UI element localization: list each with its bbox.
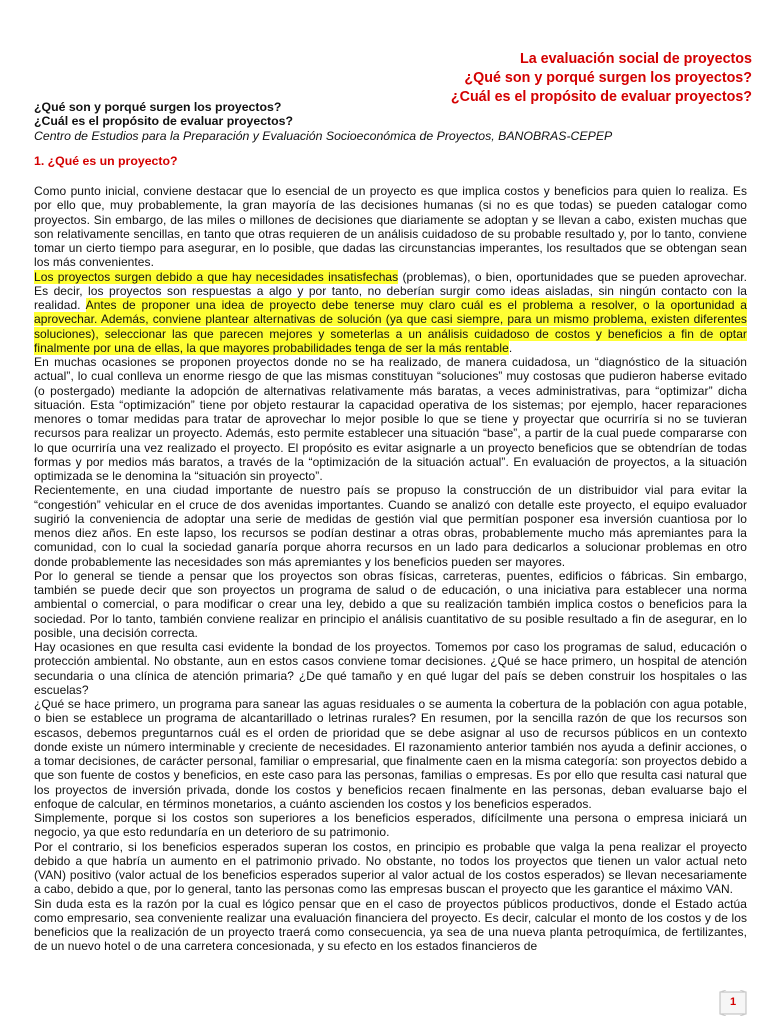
paragraph: Por lo general se tiende a pensar que los proyectos son obras físicas, carreteras, puentes, edificios o fábricas. Sin embargo, también se puede decir que son proyectos un programa de salud o de educación, o una iniciativa para establecer una norma ambiental o comercial, o para modificar o crear una ley, debido a que su realización también implica costos o beneficios para la sociedad. Por lo tanto, también conviene realizar en principio el análisis cuantitativo de su posible resultado a fin de asegurar, en lo posible, una decisión correcta. (34, 568, 747, 640)
paragraph-text: (problemas), o bien, oportunidades que se pueden aprovechar. Es decir, los proyectos son respuestas a algo y por tanto, no deberían surgir como ideas aisladas, sin ningún contacto con la realidad. (34, 269, 747, 312)
header-subtitle-1: ¿Qué son y porqué surgen los proyectos? (464, 70, 752, 86)
header-subtitle-2: ¿Cuál es el propósito de evaluar proyectos? (450, 89, 752, 105)
paragraph: Recientemente, en una ciudad importante de nuestro país se propuso la construcción de un distribuidor vial para evitar la “congestión” vehicular en el cruce de dos avenidas importantes. Cuando se analizó con detalle este proyecto, el equipo evaluador sugirió la conveniencia de adoptar una serie de medidas de gestión vial que permitían posponer esa inversión cuantiosa por lo menos diez años. En este lapso, los recursos se podían destinar a otras obras, probablemente mucho más apremiantes para la comunidad, con lo cual la sociedad ganaría porque ahorra recursos en un lado para dedicarlos a solucionar problemas en otro donde probablemente las necesidades son más apremiantes y los beneficios pueden ser mayores. (34, 483, 747, 569)
paragraph: Como punto inicial, conviene destacar que lo esencial de un proyecto es que implica costos y beneficios para quien lo realiza. Es por ello que, muy probablemente, la gran mayoría de las decisiones humanas (si no es que todas) se pueden catalogar como proyectos. Sin embargo, de las miles o millones de decisiones que diariamente se adoptan y se llevan a cabo, existen muchas que son relativamente sencillas, en tanto que otras requieren de un análisis cuidadoso de su probable resultado y, por lo tanto, conviene tomar un cierto tiempo para asegurar, en lo posible, que dadas las circunstancias imperantes, los resultados que se obtengan sean los más convenientes. (34, 184, 747, 270)
paragraph: Por el contrario, si los beneficios esperados superan los costos, en principio es probable que valga la pena realizar el proyecto debido a que habría un aumento en el patrimonio privado. No obstante, no todos los proyectos que tienen un valor actual neto (VAN) positivo (valor actual de los beneficios esperados superior al valor actual de los costos esperados) se llevan necesariamente a cabo, debido a que, por lo general, tanto las personas como las empresas buscan el proyecto que les garantice el máximo VAN. (34, 839, 747, 897)
paragraph-text: . (508, 340, 513, 355)
document-header (451, 50, 752, 107)
page-number: 1 (729, 996, 737, 1008)
body-text (34, 184, 747, 954)
header-title: La evaluación social de proyectos (519, 51, 752, 67)
intro-question-1: ¿Qué son y porqué surgen los proyectos? (34, 100, 282, 114)
paragraph: ¿Qué se hace primero, un programa para sanear las aguas residuales o se aumenta la cobertura de la población con agua potable, o bien se establece un programa de alcantarillado o letrinas rurales? En resumen, por la sencilla razón de que los recursos son escasos, debemos preguntarnos cuál es el orden de prioridad que se debe asignar al uso de recursos públicos en un contexto donde existe un número interminable y creciente de necesidades. El razonamiento anterior también nos ayuda a definir acciones, o a tomar decisiones, de carácter personal, familiar o empresarial, que finalmente caen en la misma categoría: son proyectos debido a que son fuente de costos y beneficios, en este caso para las personas, familias o empresas. Es por ello que resulta casi natural que los proyectos de inversión privada, donde los costos y beneficios recaen finalmente en las personas, deban evaluarse bajo el enfoque de calcular, en términos monetarios, a cuánto ascienden los costos y los beneficios esperados. (34, 697, 747, 811)
page-number-badge (718, 990, 748, 1016)
source-credit: Centro de Estudios para la Preparación y Evaluación Socioeconómica de Proyectos, BANOBRAS-CEPEP (34, 128, 613, 143)
paragraph: Hay ocasiones en que resulta casi evidente la bondad de los proyectos. Tomemos por caso los programas de salud, educación o protección ambiental. No obstante, aun en estos casos conviene tomar decisiones. ¿Qué se hace primero, un hospital de atención secundaria o una clínica de atención primaria? ¿De qué tamaño y en qué lugar del país se deben construir los hospitales o las escuelas? (34, 640, 747, 697)
intro-block (34, 100, 752, 143)
paragraph: En muchas ocasiones se proponen proyectos donde no se ha realizado, de manera cuidadosa, un “diagnóstico de la situación actual”, lo cual conlleva un enorme riesgo de que las mismas constituyan “soluciones” muy costosas que pudieron haberse evitado (o postergado) mediante la adopción de alternativas relativamente más baratas, a veces administrativas, para “optimizar” dicha situación. Esta “optimización” tiene por objeto restaurar la capacidad operativa de los sistemas; por ejemplo, hacer reparaciones menores o tomar medidas para tratar de aprovechar lo mejor posible lo que se tiene y proyectar que ocurriría si no se tuvieran recursos para realizar un proyecto. Además, esto permite establecer una situación “base”, a partir de la cual puede compararse con lo que ocurriría una vez realizado el proyecto. El propósito es evitar asignarle a un proyecto beneficios que se obtendrían de todas formas y por medios más baratos, a través de la “optimización de la situación actual”. En evaluación de proyectos, a la situación optimizada se le denomina la “situación sin proyecto”. (34, 355, 747, 483)
intro-question-2: ¿Cuál es el propósito de evaluar proyectos? (34, 114, 293, 129)
paragraph: Sin duda esta es la razón por la cual es lógico pensar que en el caso de proyectos públicos productivos, donde el Estado actúa como empresario, sea conveniente realizar una evaluación financiera del proyecto. Es decir, calcular el monto de los costos y de los beneficios que la realización de un proyecto traerá como consecuencia, ya sea de una nueva planta petroquímica, de fertilizantes, de un nuevo hotel o de una carretera concesionada, y su efecto en los estados financieros de (34, 896, 747, 954)
highlighted-text: Los proyectos surgen debido a que hay necesidades insatisfechas (34, 269, 399, 284)
highlighted-text: Antes de proponer una idea de proyecto debe tenerse muy claro cuál es el problema a resolver, o la oportunidad a aprovechar. Además, conviene plantear alternativas de solución (ya que casi siempre, para un mismo problema, existen diferentes soluciones), seleccionar las que parecen mejores y someterlas a un análisis cuidadoso de costos y beneficios a fin de optar finalmente por una de ellas, la que mayores probabilidades tenga de ser la más rentable (34, 298, 747, 355)
paragraph: Simplemente, porque si los costos son superiores a los beneficios esperados, difícilmente una persona o empresa iniciará un negocio, ya que esto redundaría en un deterioro de su patrimonio. (34, 811, 747, 840)
paragraph-highlighted (34, 270, 747, 356)
section-title: 1. ¿Qué es un proyecto? (34, 154, 178, 168)
